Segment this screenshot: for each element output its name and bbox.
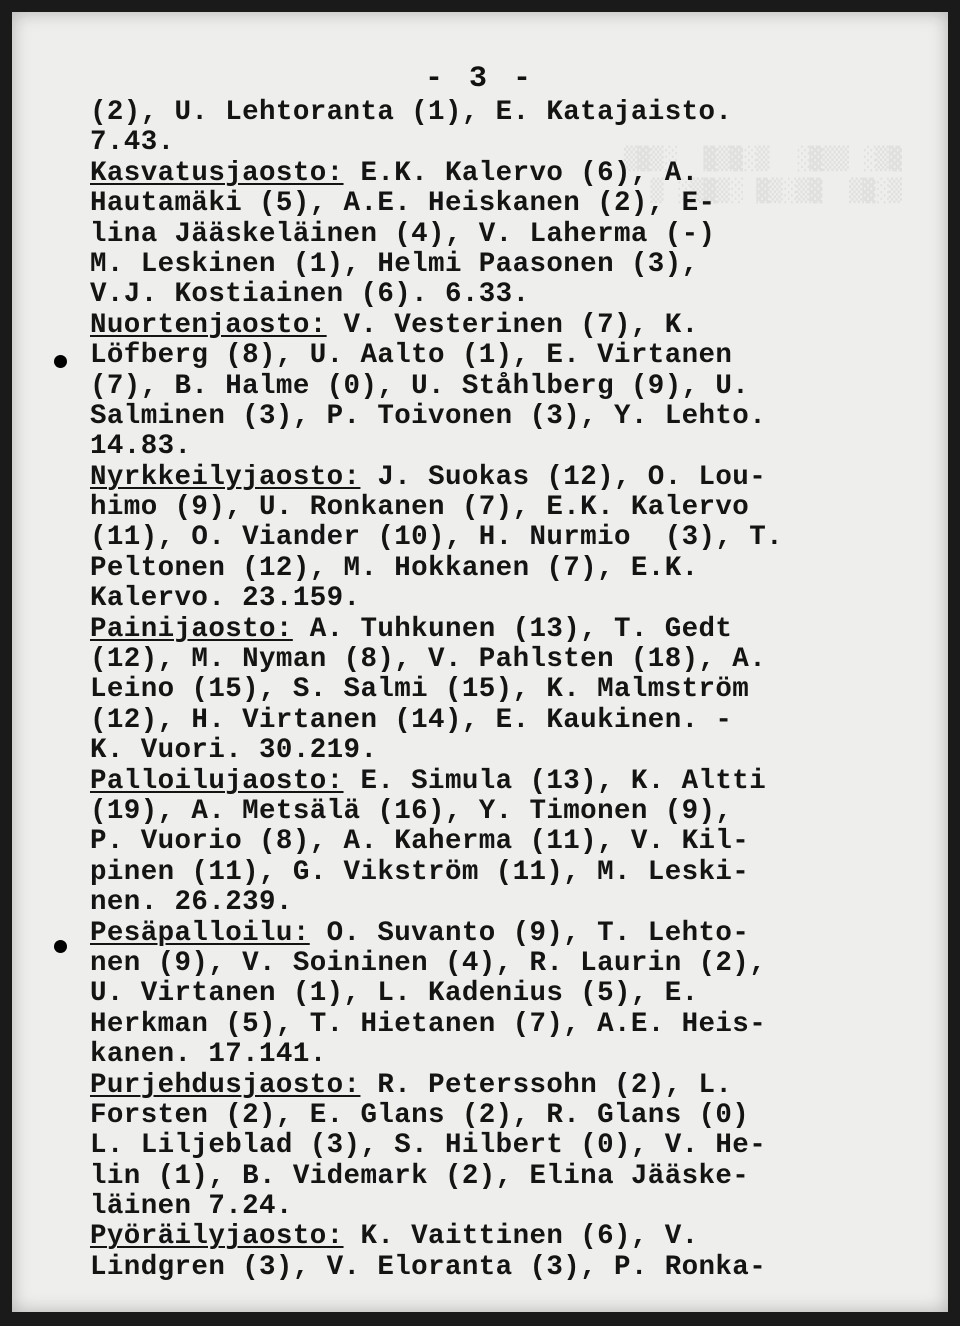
text-line [90,858,870,888]
line-text: Lindgren (3), V. Eloranta (3), P. Ronka- [90,1251,767,1283]
line-text: E. Simula (13), K. Altti [343,765,767,797]
section-heading: Pesäpalloilu: [90,917,310,949]
text-line [90,402,870,432]
text-line [90,463,870,493]
text-line [90,1131,870,1161]
line-text: (12), M. Nyman (8), V. Pahlsten (18), A. [90,644,767,676]
text-line [90,1010,870,1040]
text-line [90,1253,870,1283]
section-heading: Painijaosto: [90,613,293,645]
text-line [90,372,870,402]
line-text: Herkman (5), T. Hietanen (7), A.E. Heis- [90,1008,767,1040]
text-line [90,432,870,462]
text-line [90,736,870,766]
line-text: 14.83. [90,431,192,463]
section-heading: Nyrkkeilyjaosto: [90,461,361,493]
text-line [90,675,870,705]
line-text: Kalervo. 23.159. [90,583,361,615]
text-line [90,1071,870,1101]
section-heading: Kasvatusjaosto: [90,157,344,189]
text-line [90,1101,870,1131]
line-text: K. Vuori. 30.219. [90,735,378,767]
line-text: V.J. Kostiainen (6). 6.33. [90,279,530,311]
text-line [90,128,870,158]
line-text: läinen 7.24. [90,1191,293,1223]
line-text: nen (9), V. Soininen (4), R. Laurin (2), [90,947,767,979]
text-line [90,615,870,645]
line-text: V. Vesterinen (7), K. [326,309,699,341]
text-line [90,189,870,219]
text-line [90,767,870,797]
text-line [90,250,870,280]
line-text: (2), U. Lehtoranta (1), E. Katajaisto. [90,97,733,128]
line-text: lina Jääskeläinen (4), V. Laherma (-) [90,218,716,250]
text-line [90,159,870,189]
line-text: Peltonen (12), M. Hokkanen (7), E.K. [90,552,699,584]
line-text: O. Suvanto (9), T. Lehto- [309,917,750,949]
text-line [90,706,870,736]
line-text: Forsten (2), E. Glans (2), R. Glans (0) [90,1099,750,1131]
punch-hole [54,940,67,953]
section-heading: Pyöräilyjaosto: [90,1221,344,1253]
line-text: A. Tuhkunen (13), T. Gedt [292,613,733,645]
text-line [90,584,870,614]
line-text: 7.43. [90,127,175,159]
text-line [90,645,870,675]
line-text: U. Virtanen (1), L. Kadenius (5), E. [90,978,699,1010]
text-line [90,888,870,918]
line-text: Leino (15), S. Salmi (15), K. Malmström [90,674,750,706]
line-text: R. Peterssohn (2), L. [360,1069,733,1101]
section-heading: Purjehdusjaosto: [90,1069,361,1101]
text-line [90,311,870,341]
page-number: - 3 - [424,62,535,96]
text-line [90,341,870,371]
line-text: Hautamäki (5), A.E. Heiskanen (2), E- [90,188,716,220]
line-text: nen. 26.239. [90,887,293,919]
text-line [90,827,870,857]
line-text: himo (9), U. Ronkanen (7), E.K. Kalervo [90,492,750,524]
text-line [90,1192,870,1222]
document-body [90,98,870,1283]
line-text: (11), O. Viander (10), H. Nurmio (3), T. [90,522,784,554]
line-text: K. Vaittinen (6), V. [343,1221,699,1253]
line-text: (19), A. Metsälä (16), Y. Timonen (9), [90,795,733,827]
line-text: Löfberg (8), U. Aalto (1), E. Virtanen [90,340,733,372]
text-line [90,797,870,827]
text-line [90,493,870,523]
text-line [90,1040,870,1070]
line-text: kanen. 17.141. [90,1039,327,1071]
line-text: J. Suokas (12), O. Lou- [360,461,767,493]
line-text: L. Liljeblad (3), S. Hilbert (0), V. He- [90,1130,767,1162]
text-line [90,554,870,584]
section-heading: Palloilujaosto: [90,765,344,797]
text-line [90,523,870,553]
text-line [90,220,870,250]
line-text: M. Leskinen (1), Helmi Paasonen (3), [90,248,699,280]
text-line [90,919,870,949]
text-line [90,949,870,979]
text-line [90,280,870,310]
line-text: E.K. Kalervo (6), A. [343,157,699,189]
text-line [90,98,870,128]
line-text: (7), B. Halme (0), U. Ståhlberg (9), U. [90,370,750,402]
punch-hole [54,355,67,368]
line-text: (12), H. Virtanen (14), E. Kaukinen. - [90,704,733,736]
text-line [90,1222,870,1252]
text-line [90,1162,870,1192]
section-heading: Nuortenjaosto: [90,309,327,341]
bleed-through-shadow: ▓▒░ ▒▒▓░ ▒░▓▒▓ ░▒▓▒ ▒░▓▒ ▓▒░▒▓ ░▒▓▒░ ▒ [623,147,902,204]
line-text: pinen (11), G. Vikström (11), M. Leski- [90,856,750,888]
text-line [90,979,870,1009]
line-text: lin (1), B. Videmark (2), Elina Jääske- [90,1160,750,1192]
line-text: Salminen (3), P. Toivonen (3), Y. Lehto. [90,400,767,432]
document-page [12,12,948,1312]
line-text: P. Vuorio (8), A. Kaherma (11), V. Kil- [90,826,750,858]
